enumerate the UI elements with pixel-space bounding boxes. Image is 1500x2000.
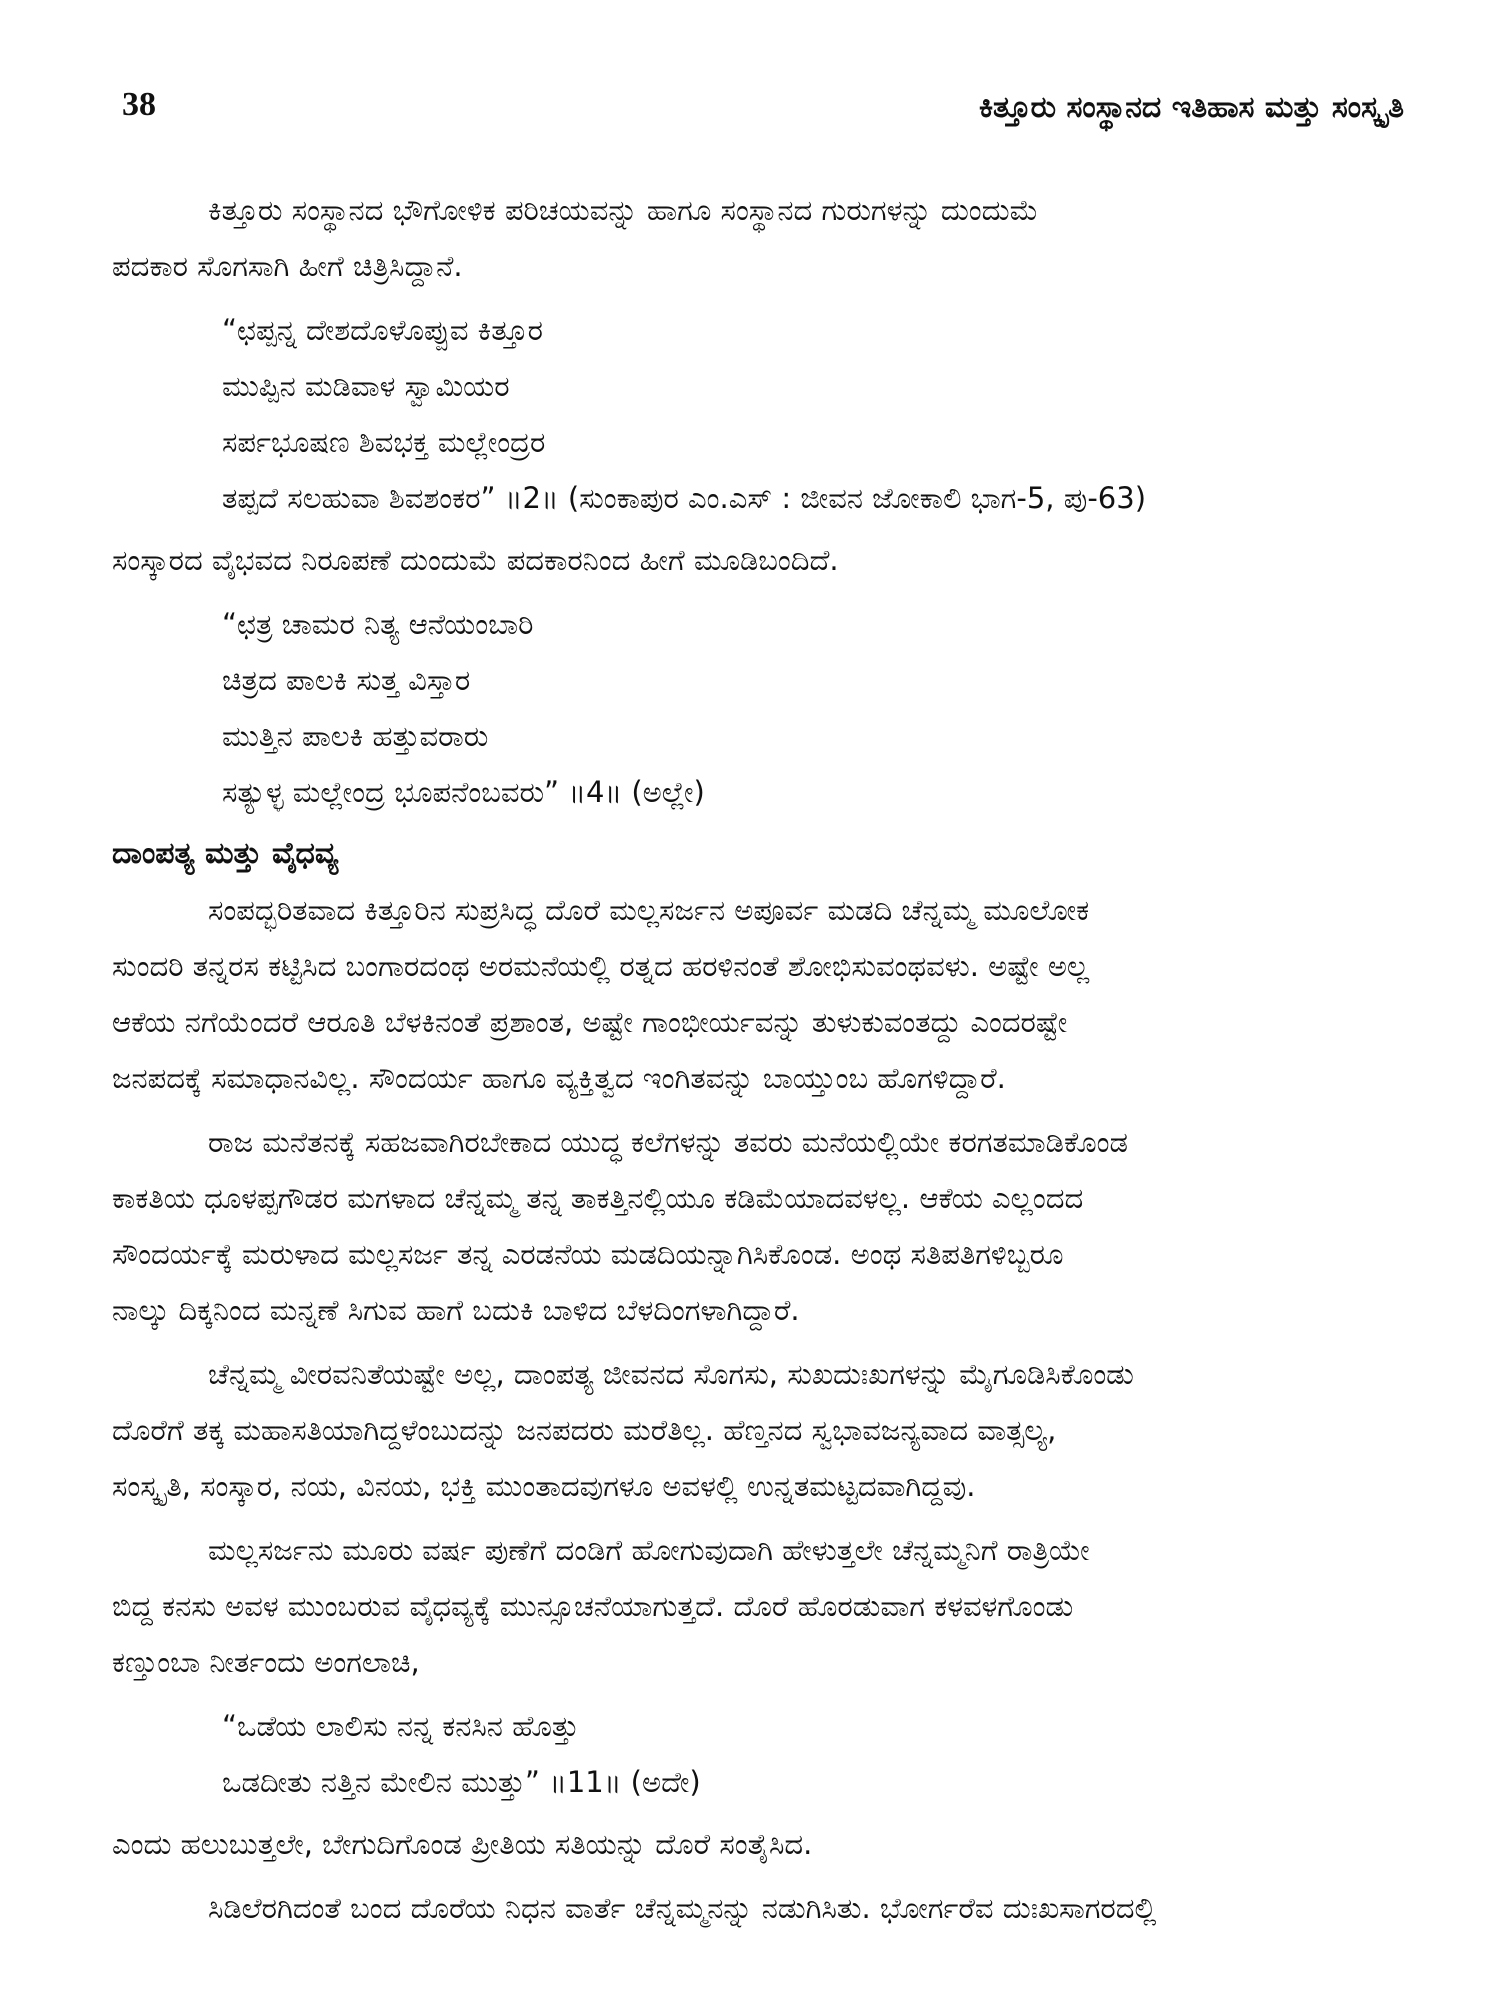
running-head: ಕಿತ್ತೂರು ಸಂಸ್ಥಾನದ ಇತಿಹಾಸ ಮತ್ತು ಸಂಸ್ಕೃತಿ — [979, 90, 1404, 125]
text-line: ಸಂಸ್ಕಾರದ ವೈಭವದ ನಿರೂಪಣೆ ದುಂದುಮೆ ಪದಕಾರನಿಂದ ಹೀಗೆ ಮೂಡಿಬಂದಿದೆ. — [112, 543, 839, 577]
text-line: ಕಣ್ತುಂಬಾ ನೀರ್ತಂದು ಅಂಗಲಾಚಿ, — [112, 1645, 420, 1679]
paragraph — [112, 1816, 1402, 1872]
section-heading: ದಾಂಪತ್ಯ ಮತ್ತು ವೈಧವ್ಯ — [112, 836, 339, 871]
text-line: ಆಕೆಯ ನಗೆಯೆಂದರೆ ಆರೂತಿ ಬೆಳಕಿನಂತೆ ಪ್ರಶಾಂತ, ಅಷ್ಟೇ ಗಾಂಭೀರ್ಯವನ್ನು ತುಳುಕುವಂತದ್ದು ಎಂದರಷ್ಟೇ — [112, 1005, 1068, 1039]
verse-block — [112, 1698, 1402, 1810]
text-line: ಸುಂದರಿ ತನ್ನರಸ ಕಟ್ಟಿಸಿದ ಬಂಗಾರದಂಥ ಅರಮನೆಯಲ್ಲಿ ರತ್ನದ ಹರಳಿನಂತೆ ಶೋಭಿಸುವಂಥವಳು. ಅಷ್ಟೇ ಅಲ್ಲ — [112, 949, 1090, 983]
text-line: ನಾಲ್ಕು ದಿಕ್ಕನಿಂದ ಮನ್ನಣೆ ಸಿಗುವ ಹಾಗೆ ಬದುಕಿ ಬಾಳಿದ ಬೆಳದಿಂಗಳಾಗಿದ್ದಾರೆ. — [112, 1293, 800, 1327]
verse-line: ಸರ್ಪಭೂಷಣ ಶಿವಭಕ್ತ ಮಲ್ಲೇಂದ್ರರ — [222, 425, 546, 459]
text-line: ಸಂಪದ್ಭರಿತವಾದ ಕಿತ್ತೂರಿನ ಸುಪ್ರಸಿದ್ಧ ದೊರೆ ಮಲ್ಲಸರ್ಜನ ಅಪೂರ್ವ ಮಡದಿ ಚೆನ್ನಮ್ಮ ಮೂಲೋಕ — [208, 893, 1090, 927]
verse-line: ಮುತ್ತಿನ ಪಾಲಕಿ ಹತ್ತುವರಾರು — [222, 719, 489, 753]
text-line: ಎಂದು ಹಲುಬುತ್ತಲೇ, ಬೇಗುದಿಗೊಂಡ ಪ್ರೀತಿಯ ಸತಿಯನ್ನು ದೊರೆ ಸಂತೈಸಿದ. — [112, 1827, 813, 1861]
text-line: ಜನಪದಕ್ಕೆ ಸಮಾಧಾನವಿಲ್ಲ. ಸೌಂದರ್ಯ ಹಾಗೂ ವ್ಯಕ್ತಿತ್ವದ ಇಂಗಿತವನ್ನು ಬಾಯ್ತುಂಬ ಹೊಗಳಿದ್ದಾರೆ. — [112, 1061, 1006, 1095]
page-number: 38 — [122, 86, 156, 123]
text-line: ಸಂಸ್ಕೃತಿ, ಸಂಸ್ಕಾರ, ನಯ, ವಿನಯ, ಭಕ್ತಿ ಮುಂತಾದವುಗಳೂ ಅವಳಲ್ಲಿ ಉನ್ನತಮಟ್ಟದವಾಗಿದ್ದವು. — [112, 1469, 976, 1503]
verse-block — [112, 302, 1402, 526]
paragraph — [112, 182, 1402, 294]
paragraph — [112, 1880, 1402, 1936]
verse-line: “ಛತ್ರ ಚಾಮರ ನಿತ್ಯ ಆನೆಯಂಬಾರಿ — [222, 607, 534, 641]
paragraph — [112, 1346, 1402, 1514]
verse-line: ಮುಪ್ಪಿನ ಮಡಿವಾಳ ಸ್ವಾಮಿಯರ — [222, 369, 510, 403]
verse-line: ಸತ್ಯುಳ್ಳ ಮಲ್ಲೇಂದ್ರ ಭೂಪನೆಂಬವರು” ॥4॥ (ಅಲ್ಲೇ) — [222, 775, 705, 809]
paragraph — [112, 1114, 1402, 1338]
text-line: ಮಲ್ಲಸರ್ಜನು ಮೂರು ವರ್ಷ ಪುಣೆಗೆ ದಂಡಿಗೆ ಹೋಗುವುದಾಗಿ ಹೇಳುತ್ತಲೇ ಚೆನ್ನಮ್ಮನಿಗೆ ರಾತ್ರಿಯೇ — [208, 1533, 1090, 1567]
text-line: ಸೌಂದರ್ಯಕ್ಕೆ ಮರುಳಾದ ಮಲ್ಲಸರ್ಜ ತನ್ನ ಎರಡನೆಯ ಮಡದಿಯನ್ನಾಗಿಸಿಕೊಂಡ. ಅಂಥ ಸತಿಪತಿಗಳಿಬ್ಬರೂ — [112, 1237, 1064, 1271]
paragraph — [112, 532, 1402, 588]
verse-line: ತಪ್ಪದೆ ಸಲಹುವಾ ಶಿವಶಂಕರ” ॥2॥ (ಸುಂಕಾಪುರ ಎಂ.ಎಸ್ : ಜೀವನ ಜೋಕಾಲಿ ಭಾಗ-5, ಪು-63) — [222, 481, 1147, 515]
page-body — [112, 182, 1402, 1944]
text-line: ರಾಜ ಮನೆತನಕ್ಕೆ ಸಹಜವಾಗಿರಬೇಕಾದ ಯುದ್ಧ ಕಲೆಗಳನ್ನು ತವರು ಮನೆಯಲ್ಲಿಯೇ ಕರಗತಮಾಡಿಕೊಂಡ — [208, 1125, 1128, 1159]
paragraph — [112, 882, 1402, 1106]
text-line: ದೊರೆಗೆ ತಕ್ಕ ಮಹಾಸತಿಯಾಗಿದ್ದಳೆಂಬುದನ್ನು ಜನಪದರು ಮರೆತಿಲ್ಲ. ಹೆಣ್ತನದ ಸ್ವಭಾವಜನ್ಯವಾದ ವಾತ್ಸಲ್ಯ, — [112, 1413, 1057, 1447]
text-line: ಕಾಕತಿಯ ಧೂಳಪ್ಪಗೌಡರ ಮಗಳಾದ ಚೆನ್ನಮ್ಮ ತನ್ನ ತಾಕತ್ತಿನಲ್ಲಿಯೂ ಕಡಿಮೆಯಾದವಳಲ್ಲ. ಆಕೆಯ ಎಲ್ಲಂದದ — [112, 1181, 1084, 1215]
text-line: ಪದಕಾರ ಸೊಗಸಾಗಿ ಹೀಗೆ ಚಿತ್ರಿಸಿದ್ದಾನೆ. — [112, 249, 463, 283]
verse-line: “ಛಪ್ಪನ್ನ ದೇಶದೊಳೊಪ್ಪುವ ಕಿತ್ತೂರ — [222, 313, 543, 347]
text-line: ಬಿದ್ದ ಕನಸು ಅವಳ ಮುಂಬರುವ ವೈಧವ್ಯಕ್ಕೆ ಮುನ್ಸೂಚನೆಯಾಗುತ್ತದೆ. ದೊರೆ ಹೊರಡುವಾಗ ಕಳವಳಗೊಂಡು — [112, 1589, 1074, 1623]
verse-line: ಚಿತ್ರದ ಪಾಲಕಿ ಸುತ್ತ ವಿಸ್ತಾರ — [222, 663, 471, 697]
verse-line: ಒಡದೀತು ನತ್ತಿನ ಮೇಲಿನ ಮುತ್ತು” ॥11॥ (ಅದೇ) — [222, 1765, 701, 1799]
text-line: ಕಿತ್ತೂರು ಸಂಸ್ಥಾನದ ಭೌಗೋಳಿಕ ಪರಿಚಯವನ್ನು ಹಾಗೂ ಸಂಸ್ಥಾನದ ಗುರುಗಳನ್ನು ದುಂದುಮೆ — [208, 193, 1039, 227]
text-line: ಚೆನ್ನಮ್ಮ ವೀರವನಿತೆಯಷ್ಟೇ ಅಲ್ಲ, ದಾಂಪತ್ಯ ಜೀವನದ ಸೊಗಸು, ಸುಖದುಃಖಗಳನ್ನು ಮೈಗೂಡಿಸಿಕೊಂಡು — [208, 1357, 1134, 1391]
text-line: ಸಿಡಿಲೆರಗಿದಂತೆ ಬಂದ ದೊರೆಯ ನಿಧನ ವಾರ್ತೆ ಚೆನ್ನಮ್ಮನನ್ನು ನಡುಗಿಸಿತು. ಭೋರ್ಗರೆವ ದುಃಖಸಾಗರದಲ್ಲಿ — [208, 1891, 1157, 1925]
verse-block — [112, 596, 1402, 820]
verse-line: “ಒಡೆಯ ಲಾಲಿಸು ನನ್ನ ಕನಸಿನ ಹೊತ್ತು — [222, 1709, 579, 1743]
paragraph — [112, 1522, 1402, 1690]
